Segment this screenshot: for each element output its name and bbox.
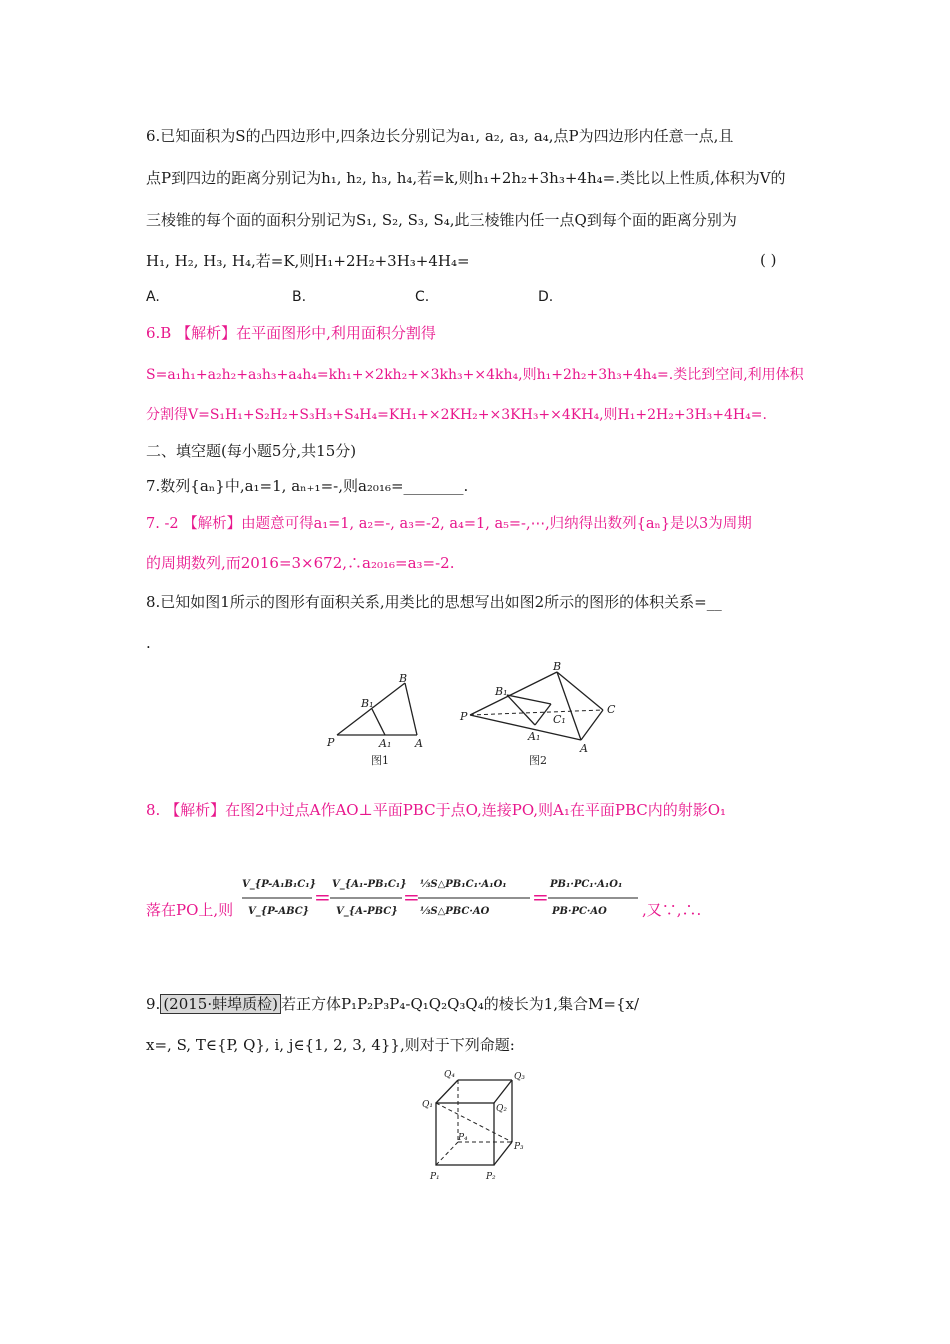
- q9-number: 9.: [146, 995, 161, 1013]
- q6-line1: 6.已知面积为S的凸四边形中,四条边长分别记为a₁, a₂, a₃, a₄,点P为四边形内任意一点,且: [146, 127, 734, 145]
- formula-t1-num: V_{P-A₁B₁C₁}: [242, 879, 317, 890]
- option-a: A.: [146, 289, 160, 305]
- q7-question: 7.数列{aₙ}中,a₁=1, aₙ₊₁=-,则a₂₀₁₆=________.: [146, 477, 469, 495]
- label-a1-fig2: A₁: [528, 730, 541, 743]
- label-q3: Q₃: [514, 1072, 525, 1082]
- label-p1: P₁: [430, 1172, 440, 1182]
- label-p1: P: [327, 736, 335, 749]
- q8-question-end: .: [146, 634, 151, 652]
- label-q1: Q₁: [422, 1100, 433, 1110]
- formula-t4-num: PB₁·PC₁·A₁O₁: [550, 879, 623, 890]
- label-p2: P₂: [486, 1172, 496, 1182]
- label-p4: P₄: [458, 1133, 468, 1143]
- svg-text:=: =: [314, 885, 331, 909]
- option-d: D.: [538, 289, 554, 305]
- volume-ratio-formula: [240, 872, 640, 924]
- label-a: A: [415, 737, 423, 750]
- q7-answer-line1: 7. -2 【解析】由题意可得a₁=1, a₂=-, a₃=-2, a₄=1, a₅=-,⋯,归纳得出数列{aₙ}是以3为周期: [146, 516, 752, 532]
- label-c1: C₁: [553, 713, 566, 726]
- formula-t3-den: ⅓S△PBC·AO: [420, 906, 490, 917]
- label-b1-fig2: B₁: [495, 685, 508, 698]
- q6-line4: H₁, H₂, H₃, H₄,若=K,则H₁+2H₂+3H₃+4H₄=: [146, 252, 470, 270]
- label-c: C: [607, 703, 616, 716]
- label-p2: P: [460, 710, 468, 723]
- q6-answer-line2: S=a₁h₁+a₂h₂+a₃h₃+a₄h₄=kh₁+×2kh₂+×3kh₃+×4kh₄,则h₁+2h₂+3h₃+4h₄=.类比到空间,利用体积: [146, 367, 804, 383]
- q7-answer-line2: 的周期数列,而2016=3×672,∴a₂₀₁₆=a₃=-2.: [146, 554, 455, 572]
- label-q4: Q₄: [444, 1070, 455, 1080]
- source-tag: (2015·蚌埠质检): [160, 994, 281, 1014]
- q8-answer-prefix: 落在PO上,则: [146, 901, 234, 919]
- section-heading: 二、填空题(每小题5分,共15分): [146, 442, 357, 460]
- formula-t4-den: PB·PC·AO: [552, 906, 607, 917]
- formula-t2-num: V_{A₁-PB₁C₁}: [332, 879, 407, 890]
- label-b1: B: [399, 672, 408, 685]
- q9-line1-rest: 若正方体P₁P₂P₃P₄-Q₁Q₂Q₃Q₄的棱长为1,集合M={x/: [280, 995, 639, 1013]
- option-b: B.: [292, 289, 307, 305]
- q6-answer-line1: 6.B 【解析】在平面图形中,利用面积分割得: [146, 324, 436, 342]
- q8-answer-suffix: ,又∵,∴.: [642, 901, 702, 919]
- label-p3: P₃: [514, 1142, 524, 1152]
- q9-line2: x=, S, T∈{P, Q}, i, j∈{1, 2, 3, 4}},则对于下列命题:: [146, 1036, 515, 1054]
- formula-t2-den: V_{A-PBC}: [336, 906, 398, 917]
- svg-text:=: =: [532, 885, 549, 909]
- formula-t1-den: V_{P-ABC}: [248, 906, 310, 917]
- cube-figure: [420, 1065, 540, 1185]
- label-a1: A₁: [379, 737, 392, 750]
- label-q2: Q₂: [496, 1104, 507, 1114]
- svg-text:=: =: [403, 885, 420, 909]
- q6-line3: 三棱锥的每个面的面积分别记为S₁, S₂, S₃, S₄,此三棱锥内任一点Q到每个面的距离分别为: [146, 211, 737, 229]
- label-a2: A: [580, 742, 588, 755]
- q8-answer-line1: 8. 【解析】在图2中过点A作AO⊥平面PBC于点O,连接PO,则A₁在平面PBC内的射影O₁: [146, 801, 727, 819]
- formula-t3-num: ⅓S△PB₁C₁·A₁O₁: [420, 879, 507, 890]
- q9-line1: [146, 994, 639, 1014]
- option-c: C.: [415, 289, 430, 305]
- label-b1-sub: B₁: [361, 697, 374, 710]
- q8-question: 8.已知如图1所示的图形有面积关系,用类比的思想写出如图2所示的图形的体积关系=__: [146, 593, 722, 611]
- q6-line2: 点P到四边的距离分别记为h₁, h₂, h₃, h₄,若=k,则h₁+2h₂+3h₃+4h₄=.类比以上性质,体积为V的: [146, 169, 786, 187]
- fig1-caption: 图1: [371, 754, 389, 767]
- answer-paren: ( ): [760, 251, 777, 269]
- geometry-figures: [325, 660, 625, 775]
- fig2-caption: 图2: [529, 754, 547, 767]
- q6-answer-line3: 分割得V=S₁H₁+S₂H₂+S₃H₃+S₄H₄=KH₁+×2KH₂+×3KH₃+×4KH₄,则H₁+2H₂+3H₃+4H₄=.: [146, 407, 767, 423]
- label-b2: B: [553, 660, 562, 673]
